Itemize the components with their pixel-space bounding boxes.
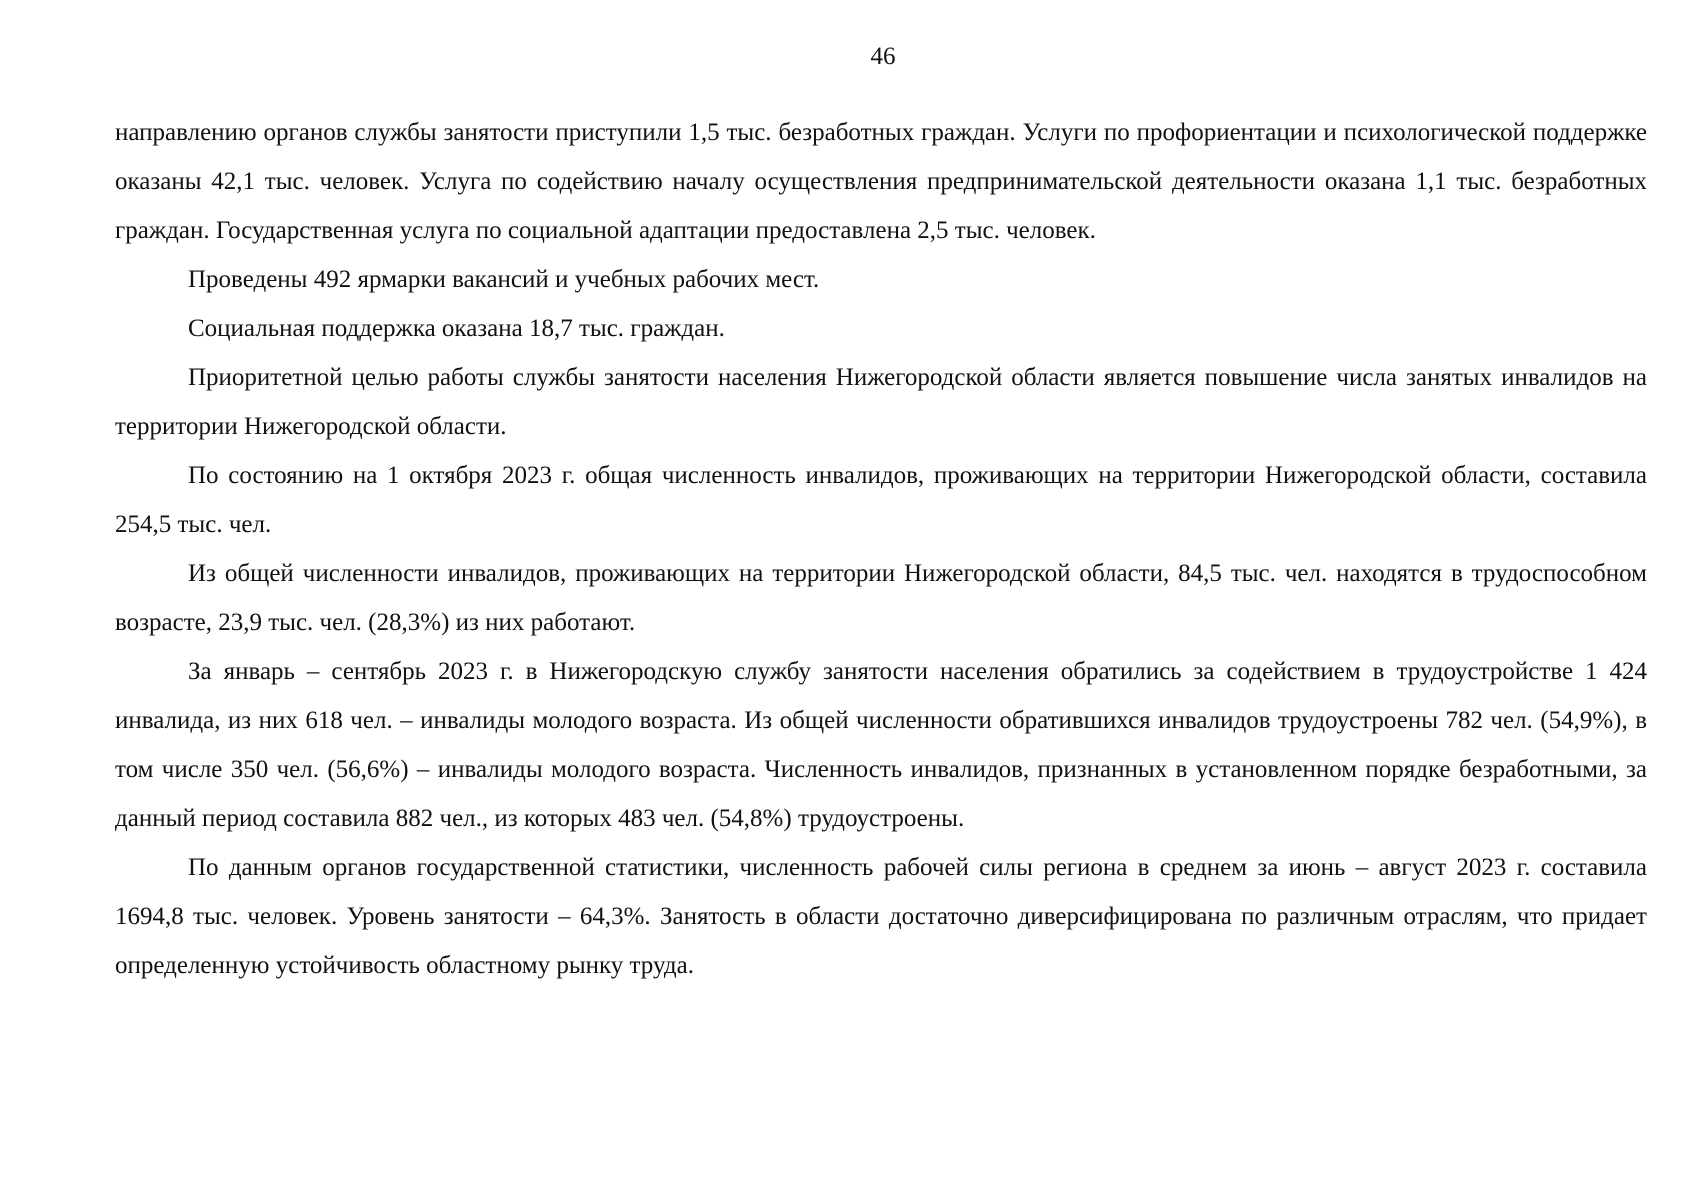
paragraph: Социальная поддержка оказана 18,7 тыс. граждан. [188,315,725,342]
paragraph: По состоянию на 1 октября 2023 г. общая численность инвалидов, проживающих на территории Нижегородской области, составила 254,5 тыс. чел. [115,462,1647,538]
paragraph: Приоритетной целью работы службы занятости населения Нижегородской области является повышение числа занятых инвалидов на территории Нижегородской области. [115,364,1647,440]
paragraph: За январь – сентябрь 2023 г. в Нижегородскую службу занятости населения обратились за содействием в трудоустройстве 1 424 инвалида, из них 618 чел. – инвалиды молодого возраста. Из общей численности обратившихся инвалидов трудоустроены 782 чел. (54,9%), в том числе 350 чел. (56,6%) – инвалиды молодого возраста. Численность инвалидов, признанных в установленном порядке безработными, за данный период составила 882 чел., из которых 483 чел. (54,8%) трудоустроены. [115,658,1647,832]
paragraph: По данным органов государственной статистики, численность рабочей силы региона в среднем за июнь – август 2023 г. составила 1694,8 тыс. человек. Уровень занятости – 64,3%. Занятость в области достаточно диверсифицирована по различным отраслям, что придает определенную устойчивость областному рынку труда. [115,854,1647,979]
paragraph: Из общей численности инвалидов, проживающих на территории Нижегородской области, 84,5 тыс. чел. находятся в трудоспособном возрасте, 23,9 тыс. чел. (28,3%) из них работают. [115,560,1647,636]
paragraph: Проведены 492 ярмарки вакансий и учебных рабочих мест. [188,266,820,293]
paragraph: направлению органов службы занятости приступили 1,5 тыс. безработных граждан. Услуги по профориентации и психологической поддержке оказаны 42,1 тыс. человек. Услуга по содействию началу осуществления предпринимательской деятельности оказана 1,1 тыс. безработных граждан. Государственная услуга по социальной адаптации предоставлена 2,5 тыс. человек. [115,119,1647,244]
document-body [115,108,1647,990]
page-number: 46 [870,43,896,70]
